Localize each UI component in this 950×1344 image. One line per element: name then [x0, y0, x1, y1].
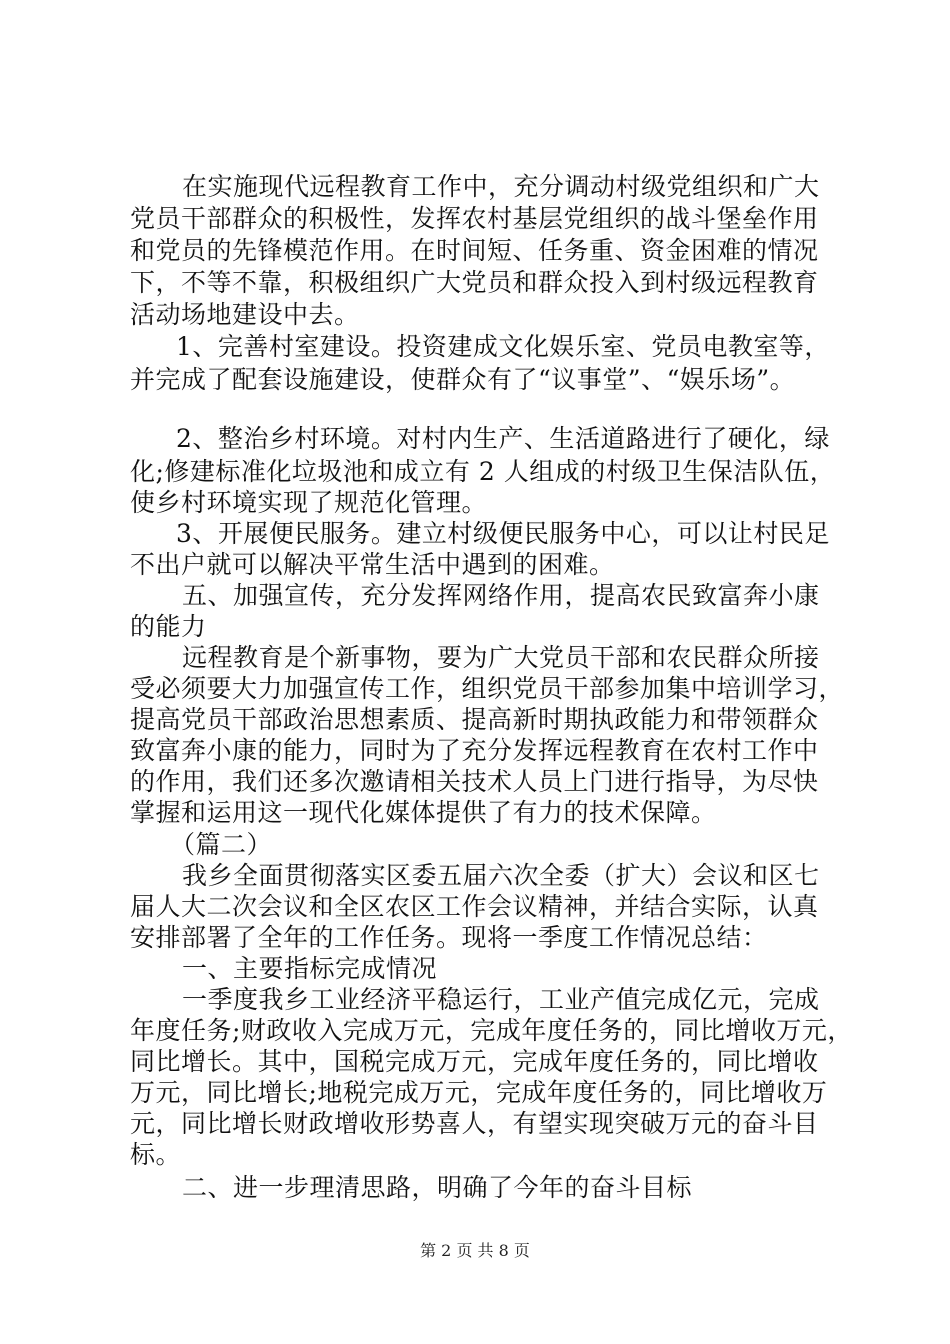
paragraph-line: 元，同比增长财政增收形势喜人，有望实现突破万元的奋斗目	[130, 1109, 819, 1138]
paragraph-line: 化;修建标准化垃圾池和成立有 2 人组成的村级卫生保洁队伍，	[130, 457, 836, 486]
paragraph-line: 致富奔小康的能力，同时为了充分发挥远程教育在农村工作中	[130, 736, 819, 765]
paragraph-line: 受必须要大力加强宣传工作，组织党员干部参加集中培训学习，	[130, 674, 845, 703]
paragraph-line: 掌握和运用这一现代化媒体提供了有力的技术保障。	[130, 798, 717, 827]
paragraph-line: 我乡全面贯彻落实区委五届六次全委（扩大）会议和区七	[182, 861, 820, 890]
paragraph-line: 党员干部群众的积极性，发挥农村基层党组织的战斗堡垒作用	[130, 204, 819, 233]
section-heading: 二、进一步理清思路，明确了今年的奋斗目标	[182, 1173, 693, 1202]
page-indicator: 第 2 页 共 8 页	[420, 1241, 530, 1260]
paragraph-line: 的作用，我们还多次邀请相关技术人员上门进行指导，为尽快	[130, 767, 819, 796]
paragraph-line: 远程教育是个新事物，要为广大党员干部和农民群众所接	[182, 643, 820, 672]
paragraph-line: 同比增长。其中，国税完成万元，完成年度任务的，同比增收	[130, 1047, 819, 1076]
paragraph-line: 届人大二次会议和全区农区工作会议精神，并结合实际，认真	[130, 892, 819, 921]
paragraph-line: 标。	[130, 1140, 182, 1169]
paragraph-line: 年度任务;财政收入完成万元，完成年度任务的，同比增收万元，	[130, 1016, 853, 1045]
paragraph-line: 2、整治乡村环境。对村内生产、生活道路进行了硬化，绿	[176, 424, 830, 453]
paragraph-line: 提高党员干部政治思想素质、提高新时期执政能力和带领群众	[130, 705, 819, 734]
paragraph-line: 使乡村环境实现了规范化管理。	[130, 488, 488, 517]
paragraph-line: 活动场地建设中去。	[130, 300, 360, 329]
paragraph-line: 并完成了配套设施建设，使群众有了“议事堂”、“娱乐场”。	[130, 365, 796, 394]
section-heading: 五、加强宣传，充分发挥网络作用，提高农民致富奔小康	[182, 581, 820, 610]
paragraph-line: 1、完善村室建设。投资建成文化娱乐室、党员电教室等，	[176, 332, 830, 361]
paragraph-line: 万元，同比增长;地税完成万元，完成年度任务的，同比增收万	[130, 1078, 828, 1107]
section-heading: 一、主要指标完成情况	[182, 954, 438, 983]
paragraph-line: 一季度我乡工业经济平稳运行，工业产值完成亿元，完成	[182, 985, 820, 1014]
section-heading: 的能力	[130, 612, 207, 641]
paragraph-line: 和党员的先锋模范作用。在时间短、任务重、资金困难的情况	[130, 236, 819, 265]
paragraph-line: 不出户就可以解决平常生活中遇到的困难。	[130, 550, 615, 579]
paragraph-line: 在实施现代远程教育工作中，充分调动村级党组织和广大	[182, 172, 820, 201]
paragraph-line: 下，不等不靠，积极组织广大党员和群众投入到村级远程教育	[130, 268, 819, 297]
paragraph-line: 安排部署了全年的工作任务。现将一季度工作情况总结：	[130, 923, 768, 952]
paragraph-line: 3、开展便民服务。建立村级便民服务中心，可以让村民足	[176, 519, 830, 548]
section-heading: （篇二）	[170, 830, 273, 859]
